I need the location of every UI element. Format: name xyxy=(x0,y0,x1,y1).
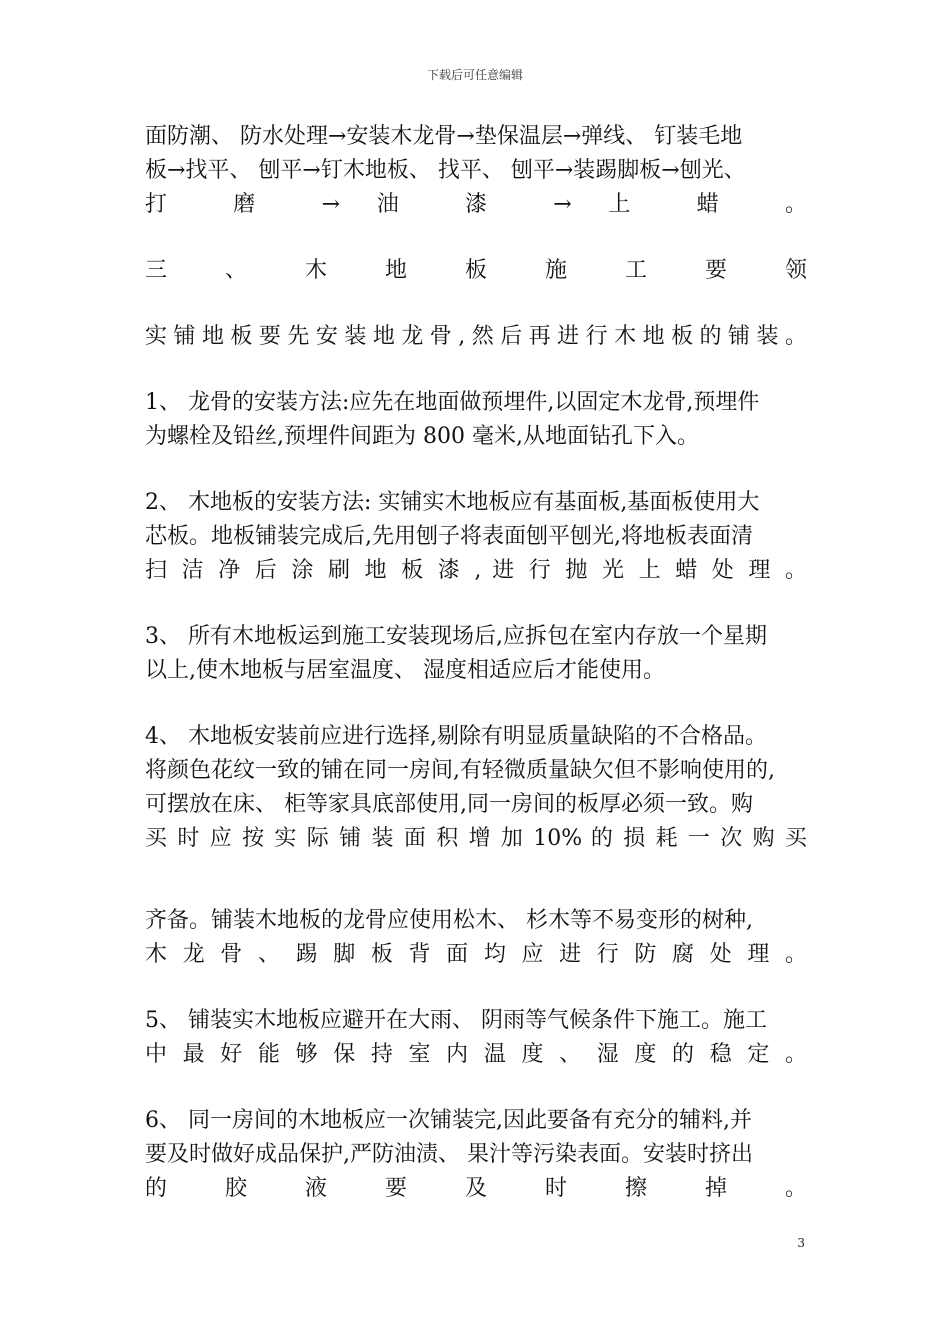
text-line: 芯板。地板铺装完成后,先用刨子将表面刨平刨光,将地板表面清 xyxy=(145,524,753,549)
text-line: 板→找平、 刨平→钉木地板、 找平、 刨平→装踢脚板→刨光、 xyxy=(145,158,746,183)
paragraph-item-6 xyxy=(145,1104,807,1206)
page-header: 下载后可任意编辑 xyxy=(426,68,523,82)
text-line: 以上,使木地板与居室温度、 湿度相适应后才能使用。 xyxy=(145,658,665,683)
text-line: 的 胶 液 要 及 时 擦 掉 。 xyxy=(145,1176,807,1201)
page-number: 3 xyxy=(797,1236,805,1250)
text-line: 要及时做好成品保护,严防油渍、 果汁等污染表面。安装时挤出 xyxy=(145,1142,753,1167)
text-line: 4、 木地板安装前应进行选择,剔除有明显质量缺陷的不合格品。 xyxy=(145,724,767,749)
heading-line: 三 、 木 地 板 施 工 要 领 xyxy=(145,258,807,283)
document-body xyxy=(145,120,807,1206)
text-line: 1、 龙骨的安装方法:应先在地面做预埋件,以固定木龙骨,预埋件 xyxy=(145,390,760,415)
text-line: 6、 同一房间的木地板应一次铺装完,因此要备有充分的辅料,并 xyxy=(145,1108,752,1133)
text-line: 实铺地板要先安装地龙骨,然后再进行木地板的铺装。 xyxy=(145,324,807,349)
paragraph-process-flow xyxy=(145,120,807,222)
text-line: 5、 铺装实木地板应避开在大雨、 阴雨等气候条件下施工。施工 xyxy=(145,1008,767,1033)
text-line: 齐备。铺装木地板的龙骨应使用松木、 杉木等不易变形的树种, xyxy=(145,908,753,933)
text-line: 可摆放在床、 柜等家具底部使用,同一房间的板厚必须一致。购 xyxy=(145,792,753,817)
paragraph-item-5 xyxy=(145,1004,807,1072)
text-line: 买 时 应 按 实 际 铺 装 面 积 增 加 10% 的 损 耗 一 次 购 买 xyxy=(145,826,807,851)
paragraph-item-1 xyxy=(145,386,807,454)
text-line: 3、 所有木地板运到施工安装现场后,应拆包在室内存放一个星期 xyxy=(145,624,767,649)
paragraph-intro xyxy=(145,320,807,354)
paragraph-item-3 xyxy=(145,620,807,688)
text-line: 扫 洁 净 后 涂 刷 地 板 漆 , 进 行 抛 光 上 蜡 处 理 。 xyxy=(145,558,807,583)
text-line: 2、 木地板的安装方法: 实铺实木地板应有基面板,基面板使用大 xyxy=(145,490,760,515)
text-line: 面防潮、 防水处理→安装木龙骨→垫保温层→弹线、 钉装毛地 xyxy=(145,124,743,149)
text-line: 中 最 好 能 够 保 持 室 内 温 度 、 湿 度 的 稳 定 。 xyxy=(145,1042,807,1067)
text-line: 为螺栓及铅丝,预埋件间距为 800 毫米,从地面钻孔下入。 xyxy=(145,424,699,449)
text-line: 打 磨 → 油 漆 → 上 蜡 。 xyxy=(145,192,807,217)
text-line: 将颜色花纹一致的铺在同一房间,有轻微质量缺欠但不影响使用的, xyxy=(145,758,775,783)
paragraph-item-4 xyxy=(145,720,807,856)
text-line: 木 龙 骨 、 踢 脚 板 背 面 均 应 进 行 防 腐 处 理 。 xyxy=(145,942,807,967)
paragraph-item-4-continued xyxy=(145,904,807,972)
section-heading xyxy=(145,254,807,288)
paragraph-item-2 xyxy=(145,486,807,588)
